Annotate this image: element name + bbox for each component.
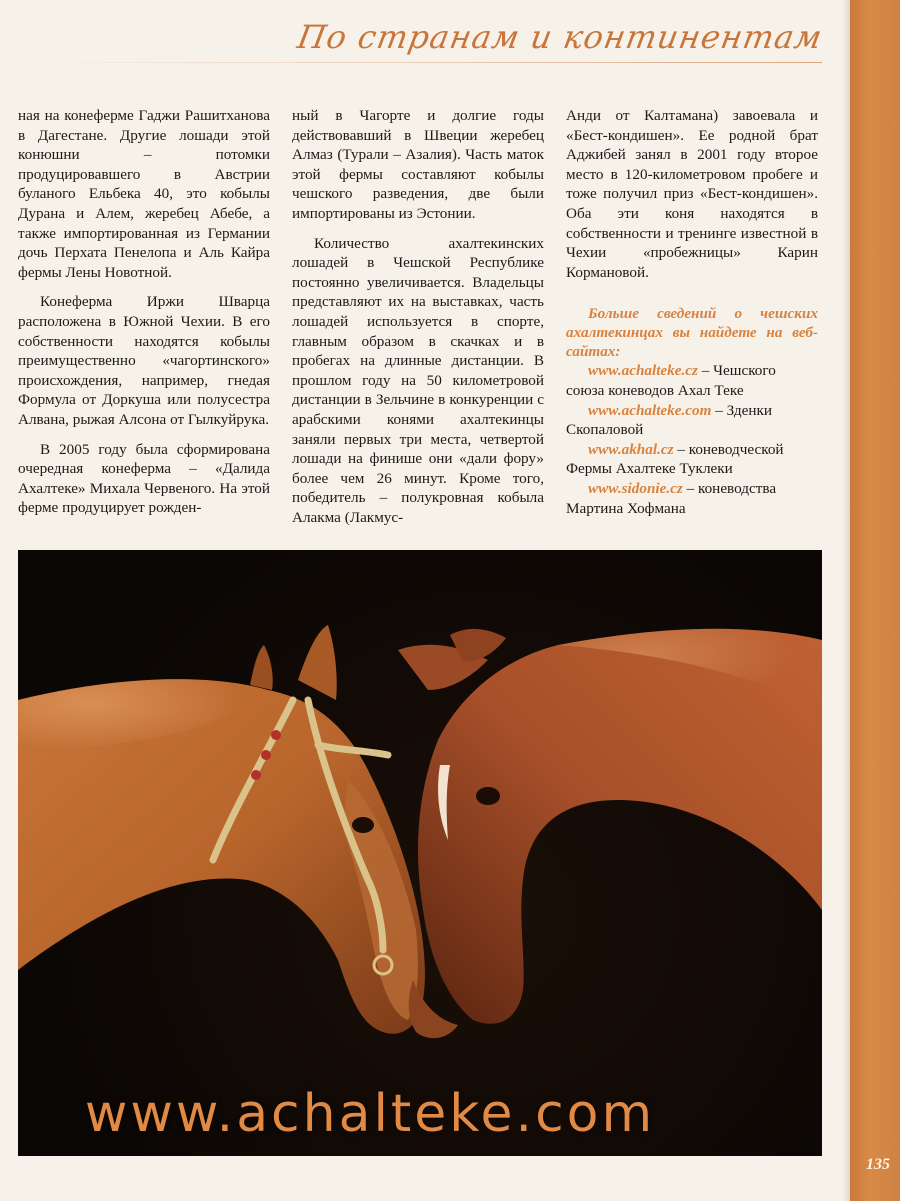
text-column-2 (292, 106, 544, 527)
paragraph: Анди от Калтамана) завоевала и «Бест-кондишен». Ее родной брат Аджибей занял в 2001 году второе место в 120-километровом пробеге и тоже получил приз «Бест-кондишен». Оба эти коня находятся в собственности и тренинге известной в Чехии «пробежницы» Карин Кормановой. (566, 107, 818, 281)
website-link[interactable]: www.achalteke.com (588, 401, 712, 419)
link-item (566, 401, 818, 440)
link-item (566, 440, 818, 479)
horses-illustration (18, 550, 822, 1156)
paragraph: Количество ахалтекинских лошадей в Чешской Республике постоянно увеличивается. Владельцы представляют их на выставках, часть лошадей используется в спорте, главным образом в скачках и в пробегах на длинные дистанции. В прошлом году на 50 километровой дистанции в Зельчине в конкуренции с арабскими конями ахалтекинцы заняли первых три места, четвертой лошади на финише они «дали фору» более чем 26 минут. Кроме того, победитель – полукровная кобыла Алакма (Лакмус- (292, 234, 544, 526)
title-rule (20, 62, 822, 63)
page-number: 135 (866, 1156, 890, 1173)
link-description: – Зденки Скопаловой (566, 401, 772, 439)
photo-watermark: www.achalteke.com (84, 1084, 656, 1144)
horses-photo (18, 550, 822, 1156)
right-horse (418, 629, 822, 1024)
link-description: – коневодства Мартина Хофмана (566, 479, 777, 517)
text-column-3 (566, 106, 818, 518)
website-link[interactable]: www.achalteke.cz (588, 362, 698, 380)
link-item (566, 479, 818, 518)
link-description: – коневодческой Фермы Ахалтеке Туклеки (566, 440, 784, 478)
left-horse-ear (250, 645, 273, 690)
website-link[interactable]: www.akhal.cz (588, 440, 674, 458)
paragraph: ная на конеферме Гаджи Рашитханова в Дагестане. Другие лошади этой конюшни – потомки продуцировавшего в Австрии буланого Ельбека 40, это кобылы Дурана и Алем, жеребец Абебе, а также импортированная из Германии дочь Перхата Пенелопа и Аль Кайра фермы Лены Новотной. (18, 107, 270, 281)
text-column-1 (18, 106, 270, 518)
section-title: По странам и континентам (294, 18, 826, 56)
link-description: – Чешского союза коневодов Ахал Теке (566, 362, 776, 399)
paragraph: В 2005 году была сформирована очередная конеферма – «Далида Ахалтеке» Михала Червеного. На этой ферме продуцирует рожден- (18, 440, 270, 517)
paragraph: ный в Чагорте и долгие годы действовавший в Швеции жеребец Алмаз (Турали – Азалия). Часть маток этой фермы составляют кобылы чешского разведения, две были импортированы из Эстонии. (292, 107, 544, 222)
paragraph: Конеферма Иржи Шварца расположена в Южной Чехии. В его собственности находятся кобылы преимущественно «чагортинского» происхождения, например, гнедая Формула от Доркуша или полусестра Алвана, рыжая Алсона от Гылкуйрука. (18, 293, 270, 428)
side-color-strip (850, 0, 900, 1201)
links-heading: Больше сведений о чешских ахалтекинцах вы найдете на веб-сайтах: (566, 305, 818, 361)
website-link[interactable]: www.sidonie.cz (588, 479, 683, 497)
left-horse-ear (298, 625, 337, 700)
link-item (566, 361, 818, 400)
